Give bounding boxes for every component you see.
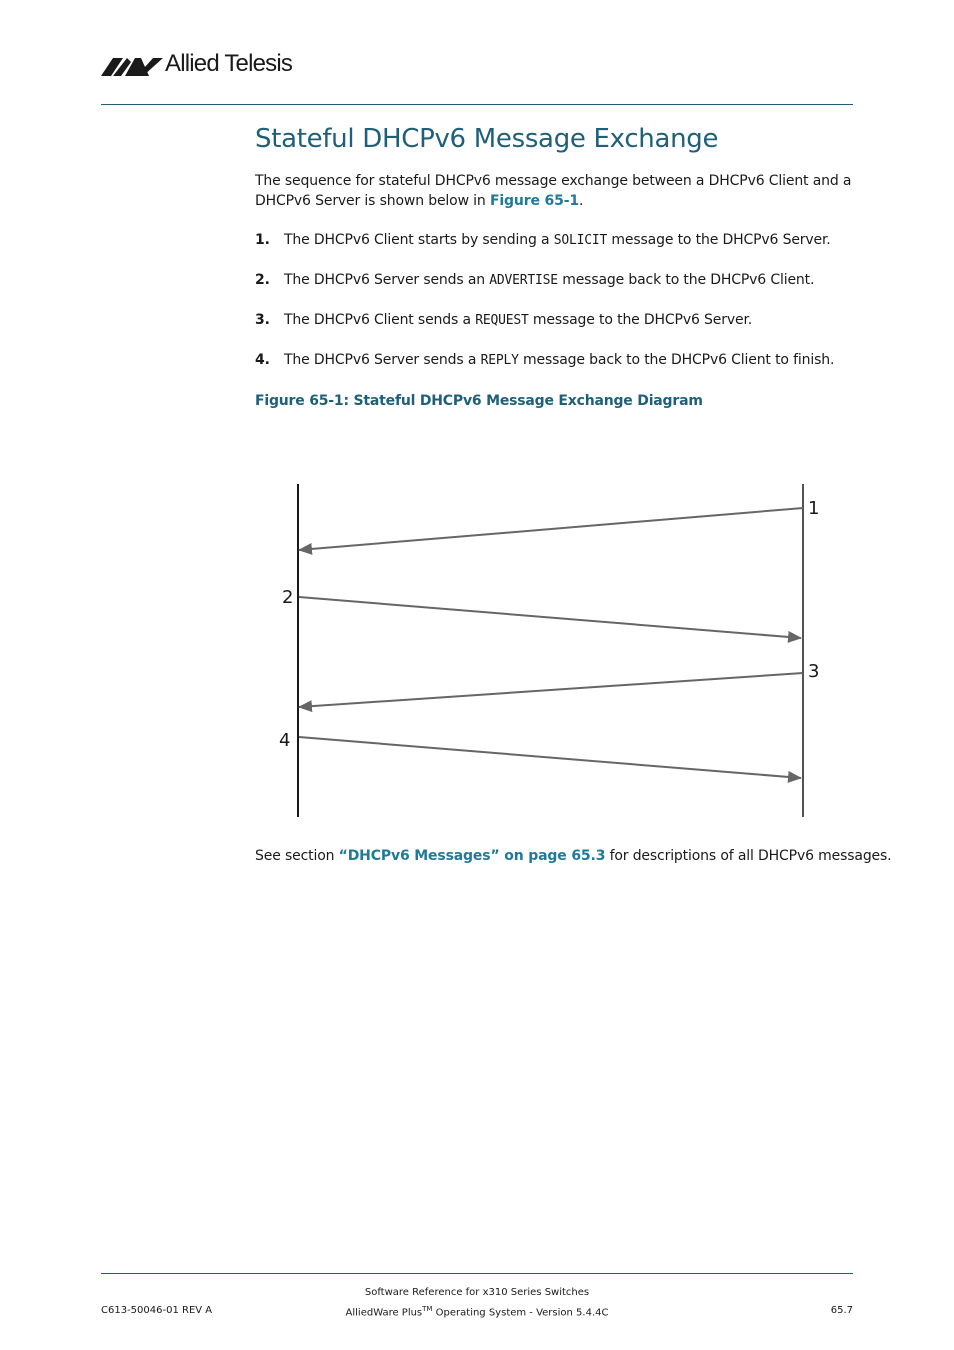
trademark-mark: TM <box>422 1305 433 1313</box>
intro-text: The sequence for stateful DHCPv6 message exchange between a DHCPv6 Client and a DHCPv6 Server is shown below in <box>255 173 852 209</box>
step-code: REPLY <box>480 353 519 368</box>
arrow-label-1: 1 <box>808 498 820 519</box>
step-text-end: message back to the DHCPv6 Client to finish. <box>518 352 835 368</box>
arrow-label-4: 4 <box>279 730 291 751</box>
see-also-end: for descriptions of all DHCPv6 messages. <box>605 848 892 864</box>
dhcpv6-messages-link[interactable]: “DHCPv6 Messages” on page 65.3 <box>338 848 606 864</box>
page-number: 65.7 <box>830 1305 853 1316</box>
intro-end: . <box>578 192 584 209</box>
page-title: Stateful DHCPv6 Message Exchange <box>255 124 719 154</box>
step-code: ADVERTISE <box>489 273 558 288</box>
step-text: The DHCPv6 Server sends a <box>284 352 481 368</box>
logo-text: Allied Telesis <box>165 50 293 77</box>
figure-caption: Figure 65-1: Stateful DHCPv6 Message Exchange Diagram <box>255 393 703 409</box>
solicit-arrow <box>299 508 803 550</box>
figure-link[interactable]: Figure 65-1 <box>489 192 579 209</box>
footer-title: Software Reference for x310 Series Switches <box>364 1287 590 1298</box>
reply-arrow <box>299 737 801 778</box>
footer-version-text: Operating System - Version 5.4.4C <box>432 1307 609 1319</box>
step-code: REQUEST <box>475 313 529 328</box>
footer-rule <box>101 1273 853 1274</box>
step-text: The DHCPv6 Client sends a <box>284 312 476 328</box>
step-text-end: message to the DHCPv6 Server. <box>607 232 831 248</box>
step-number: 3. <box>255 312 270 328</box>
step-text-end: message back to the DHCPv6 Client. <box>557 272 815 288</box>
request-arrow <box>299 673 803 707</box>
see-also-paragraph <box>255 848 891 864</box>
step-text: The DHCPv6 Client starts by sending a <box>284 232 554 248</box>
step-number: 4. <box>255 352 270 368</box>
advertise-arrow <box>299 597 801 638</box>
step-text-end: message to the DHCPv6 Server. <box>528 312 753 328</box>
step-number: 1. <box>255 232 270 248</box>
doc-code: C613-50046-01 REV A <box>101 1305 213 1316</box>
footer-product: AlliedWare Plus <box>345 1307 423 1319</box>
step-code: SOLICIT <box>553 233 608 248</box>
see-also-text: See section <box>255 848 339 864</box>
step-number: 2. <box>255 272 270 288</box>
arrow-label-2: 2 <box>282 587 294 608</box>
arrow-label-3: 3 <box>808 661 820 682</box>
step-text: The DHCPv6 Server sends an <box>284 272 490 288</box>
